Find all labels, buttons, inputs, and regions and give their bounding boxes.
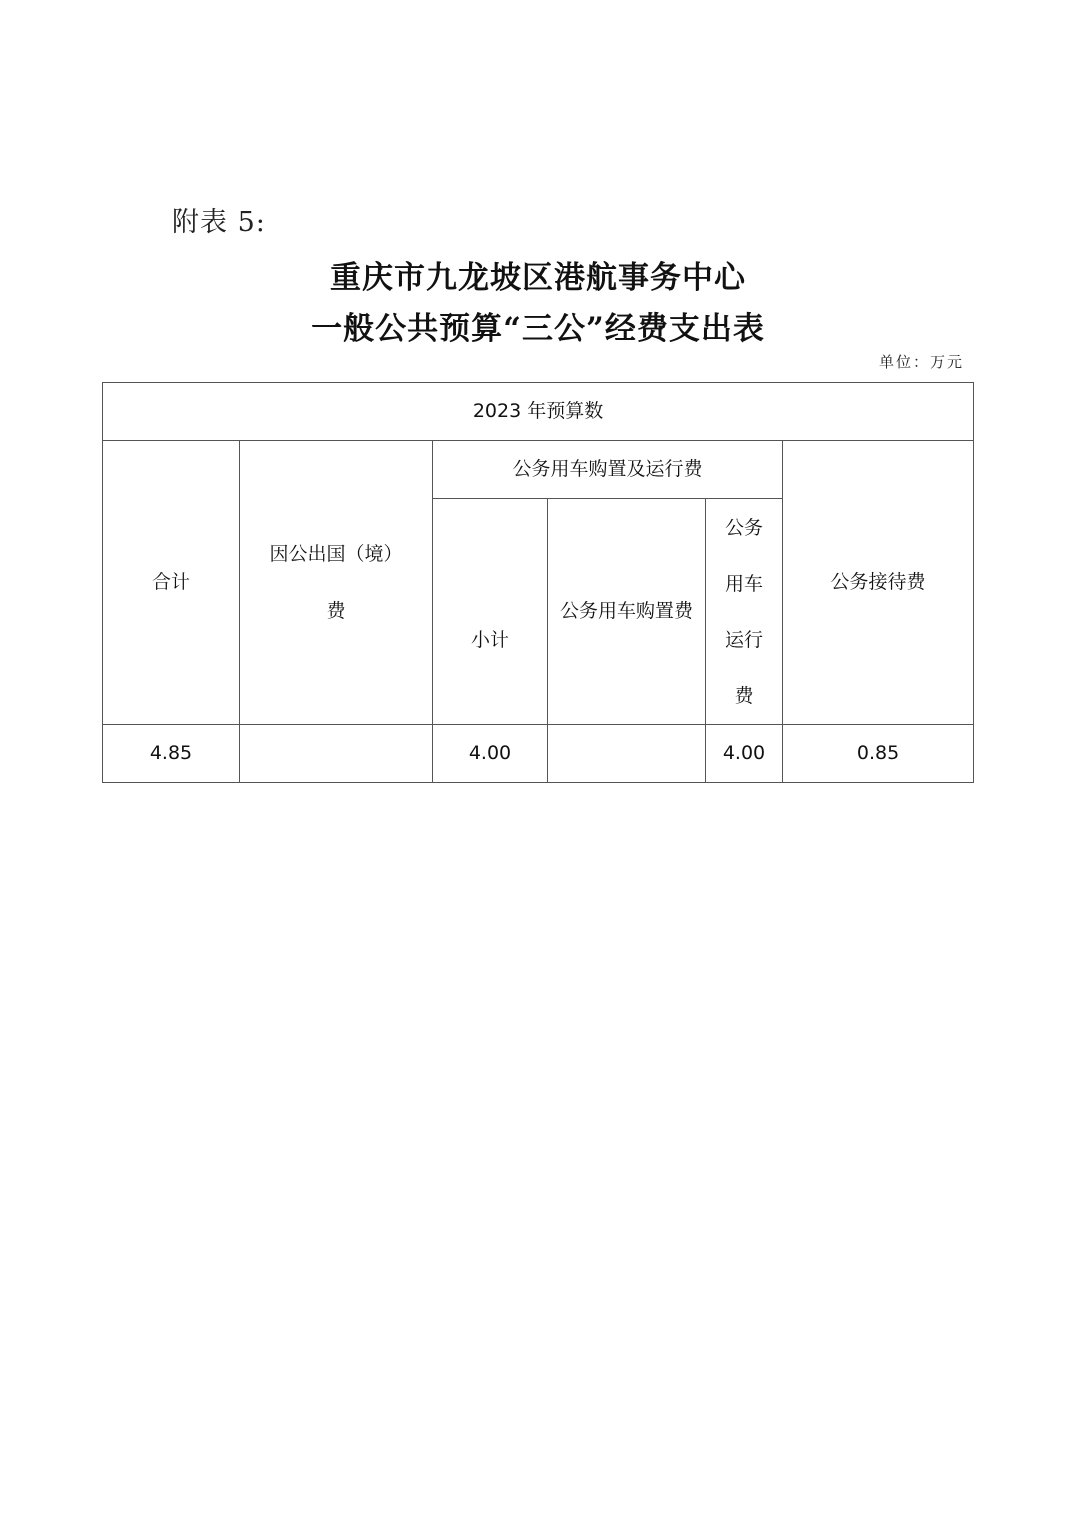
header-reception: 公务接待费	[783, 441, 974, 725]
header-vehicle-operation	[706, 499, 783, 725]
unit-label: 单位：万元	[878, 353, 964, 371]
budget-table	[102, 382, 974, 783]
header-overseas	[240, 441, 433, 725]
header-subtotal: 小计	[433, 499, 548, 725]
cell-overseas	[240, 725, 433, 783]
cell-vehicle-operation: 4.00	[706, 725, 783, 783]
cell-vehicle-purchase	[548, 725, 706, 783]
cell-reception: 0.85	[783, 725, 974, 783]
header-vehicle-group: 公务用车购置及运行费	[433, 441, 783, 499]
table-header-row-group	[103, 441, 974, 499]
header-vehicle-operation-label: 公务用车运行费	[724, 516, 763, 707]
header-total: 合计	[103, 441, 240, 725]
cell-total: 4.85	[103, 725, 240, 783]
table-header-row-year	[103, 383, 974, 441]
header-vehicle-purchase-label: 公务用车购置费	[559, 600, 693, 622]
attachment-label: 附表 5:	[172, 207, 266, 238]
header-overseas-label: 因公出国（境）费	[269, 542, 403, 622]
header-vehicle-purchase	[548, 499, 706, 725]
page-title-line2: 一般公共预算“三公”经费支出表	[311, 311, 765, 347]
cell-subtotal: 4.00	[433, 725, 548, 783]
page-title-line1: 重庆市九龙坡区港航事务中心	[330, 260, 746, 296]
header-year-budget: 2023 年预算数	[103, 383, 974, 441]
table-row	[103, 725, 974, 783]
